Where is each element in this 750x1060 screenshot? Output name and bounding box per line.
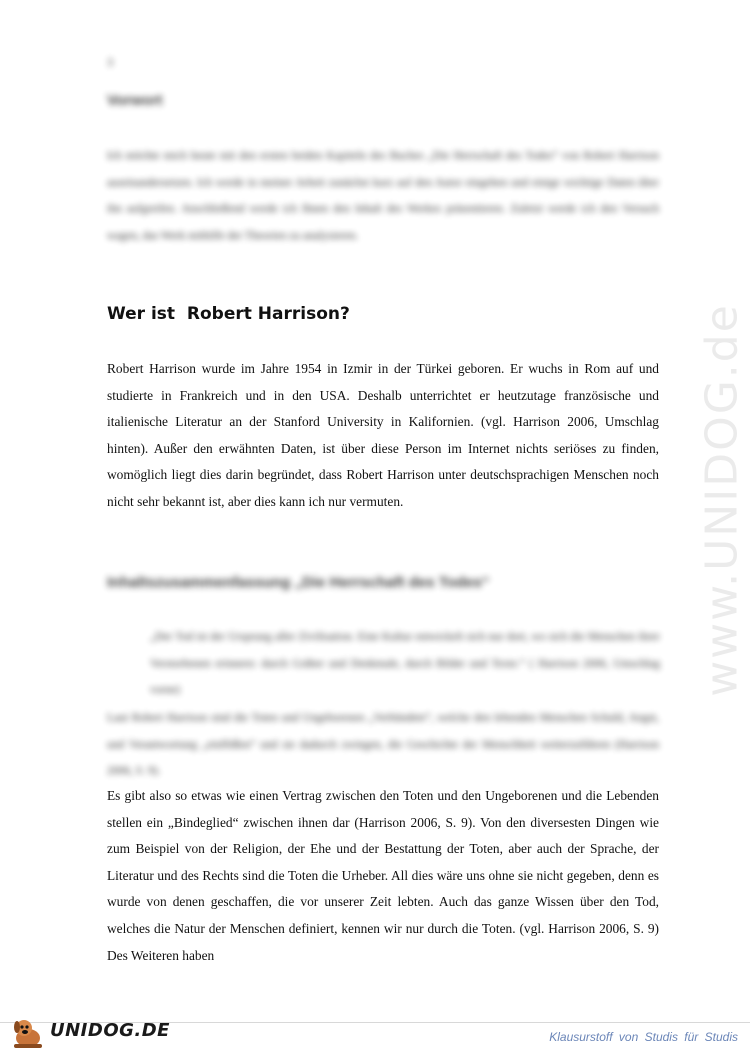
author-paragraph: Robert Harrison wurde im Jahre 1954 in Izmir in der Türkei geboren. Er wuchs in Rom auf und studierte in Frankreich und in den USA. Deshalb unterrichtet er heutzutage französische und italienische Literatur an der Stanford University in Kalifornien. (vgl. Harrison 2006, Umschlag hinten). Außer den erwähnten Daten, ist über diese Person im Internet nichts seriöses zu finden, womöglich liegt dies darin begründet, dass Robert Harrison unter deutschsprachigen Menschen noch nicht sehr bekannt ist, aber dies kann ich nur vermuten. [107,361,659,509]
summary-paragraph: Es gibt also so etwas wie einen Vertrag zwischen den Toten und den Ungeborenen und die Lebenden stellen ein „Bindeglied“ zwischen ihnen dar (Harrison 2006, S. 9). Von den diversesten Dingen wie zum Beispiel von der Religion, der Ehe und der Bestattung der Toten, aber auch der Sprache, der Literatur und des Rechts sind die Toten die Urheber. All dies wäre uns ohne sie nicht gegeben, denn es wurde von denen geschaffen, die vor unserer Zeit lebten. Auch das ganze Wissen über den Tod, welches die Natur der Menschen definiert, kennen wir nur durch die Toten. (vgl. Harrison 2006, S. 9) Des Weiteren haben [107,788,659,963]
dog-mascot-icon [8,1016,48,1050]
watermark: www.UNIDOG.de [696,303,748,697]
author-heading: Wer ist Robert Harrison? [107,304,350,324]
page-number: 3 [107,55,113,69]
summary-quote: „Der Tod ist der Ursprung aller Zivilisation. Eine Kultur entwickelt sich nur dort, wo sich die Menschen ihrer Verstorbenen erinnern: durch Gräber und Denkmale, durch Bilder und Texte.“ ( Harrison 2006, Umschlag vorne) [150,631,660,696]
footer-tagline: Klausurstoff von Studis für Studis [549,1030,738,1044]
logo-text: UNIDOG.DE [50,1020,170,1041]
summary-blurred-paragraph: Laut Robert Harrison sind die Toten und Ungeborenen „Verbündete“, welche den lebenden Menschen Schuld, Angst, und Verantwortung „einflößen“ und sie dadurch zwingen, die Geschichte der Menschheit weiterzuführen (Harrison 2006, S. 9). [107,712,659,778]
foreword-paragraph: Ich möchte mich heute mit den ersten beiden Kapiteln des Buches „Die Herrschaft des Todes“ von Robert Harrison auseinandersetzen. Ich werde in meiner Arbeit zunächst kurz auf den Autor eingehen und einige wichtige Daten über ihn aufgreifen. Anschließend werde ich Ihnen den Inhalt des Werkes präsentieren. Zuletzt werde ich den Versuch wagen, das Werk mithilfe der Theorien zu analysieren. [107,150,659,242]
footer-logo[interactable] [8,1016,170,1050]
foreword-heading: Vorwort [107,92,163,109]
summary-heading: Inhaltszusammenfassung „Die Herrschaft des Todes“ [107,574,490,591]
